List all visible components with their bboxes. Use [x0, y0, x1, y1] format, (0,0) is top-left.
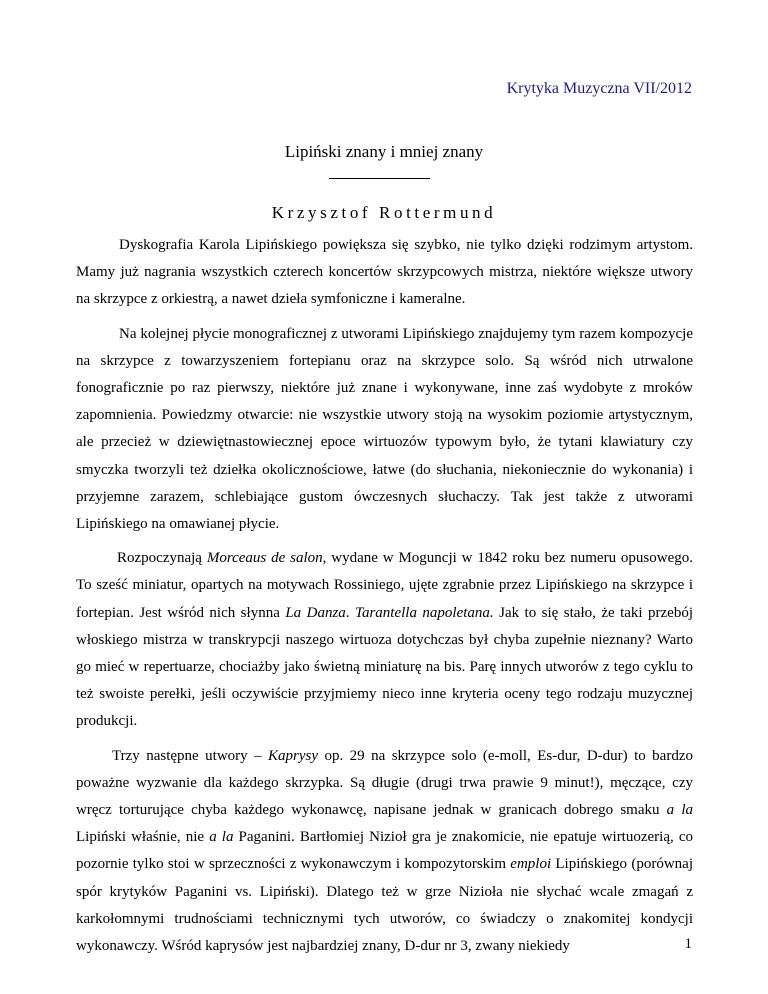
work-title-kaprysy: Kaprysy — [268, 747, 319, 764]
paragraph-4-text: Paganini. Bartłomiej Nizioł gra je znakomicie, nie epatuje wirtuozerią, co pozornie tylko stoi w sprzeczności z wykonawczym i kompozytorskim — [76, 829, 693, 873]
italic-emploi: emploi — [510, 856, 552, 873]
work-title-morceaus: Morceaus de salon — [206, 550, 323, 567]
paragraph-3-text: . — [345, 604, 355, 621]
paragraph-3 — [76, 545, 693, 735]
article-author: Krzysztof Rottermund — [271, 203, 497, 222]
title-divider — [329, 178, 430, 179]
paragraph-3-text: , wydane w Moguncji w 1842 roku bez numeru opusowego. To sześć miniatur, opartych na motywach Rossiniego, ujęte zgrabnie przez Lipińskiego na skrzypce i fortepian. Jest wśród nich słynna — [76, 550, 694, 621]
article-body — [76, 232, 693, 960]
italic-a-la: a la — [209, 829, 234, 846]
work-title-la-danza: La Danza — [285, 604, 346, 621]
paragraph-4-text: Lipińskiego (porównaj spór krytyków Paganini vs. Lipiński). Dlatego też w grze Nizioła nie słychać wcale zmagań z karkołomnymi trudnościami technicznymi tych utworów, co świadczy o znakomitej kondycji wykonawczy. Wśród kaprysów jest najbardziej znany, D-dur nr 3, zwany niekiedy — [76, 856, 693, 955]
paragraph-4-text: Trzy następne utwory – — [112, 747, 269, 764]
article-title: Lipiński znany i mniej znany — [284, 142, 484, 161]
paragraph-4-text: op. 29 na skrzypce solo (e-moll, Es-dur, D-dur) to bardzo poważne wyzwanie dla każdego skrzypka. Są długie (drugi trwa prawie 9 minut!), męczące, czy wręcz torturujące chyba każdego wykonawcę, napisane jednak w granicach dobrego smaku — [76, 747, 693, 819]
paragraph-1: Dyskografia Karola Lipińskiego powiększa się szybko, nie tylko dzięki rodzimym artystom. Mamy już nagrania wszystkich czterech koncertów skrzypcowych mistrza, niektóre większe utwory na skrzypce z orkiestrą, a nawet dzieła symfoniczne i kameralne. — [76, 237, 693, 308]
paragraph-3-text: Rozpoczynają — [117, 550, 207, 567]
page-number: 1 — [684, 936, 692, 952]
italic-a-la: a la — [666, 802, 693, 819]
journal-header: Krytyka Muzyczna VII/2012 — [506, 80, 692, 97]
work-title-tarantella: Tarantella napoletana. — [354, 604, 494, 621]
paragraph-4-text: Lipiński właśnie, nie — [76, 829, 210, 846]
paragraph-3-text: Jak to się stało, że taki przebój włoskiego mistrza w transkrypcji naszego wirtuoza dotychczas był chyba zupełnie nieznany? Warto go mieć w repertuarze, chociażby jako świetną miniaturę na bis. Parę innych utworów z tego cyklu to też swoiste perełki, jeśli oczywiście przyjmiemy nieco inne kryteria oceny tego rodzaju muzycznej produkcji. — [76, 604, 694, 730]
paragraph-4 — [76, 743, 693, 961]
paragraph-2: Na kolejnej płycie monograficznej z utworami Lipińskiego znajdujemy tym razem kompozycje na skrzypce z towarzyszeniem fortepianu oraz na skrzypce solo. Są wśród nich utrwalone fonograficznie po raz pierwszy, niektóre już znane i wykonywane, inne zaś wydobyte z mroków zapomnienia. Powiedzmy otwarcie: nie wszystkie utwory stoją na wysokim poziomie artystycznym, ale przecież w dziewiętnastowiecznej epoce wirtuozów typowym było, że tytani klawiatury czy smyczka tworzyli też dziełka okolicznościowe, łatwe (do słuchania, niekoniecznie do wykonania) i przyjemne zarazem, schlebiające gustom ówczesnych słuchaczy. Tak jest także z utworami Lipińskiego na omawianej płycie. — [76, 325, 693, 533]
